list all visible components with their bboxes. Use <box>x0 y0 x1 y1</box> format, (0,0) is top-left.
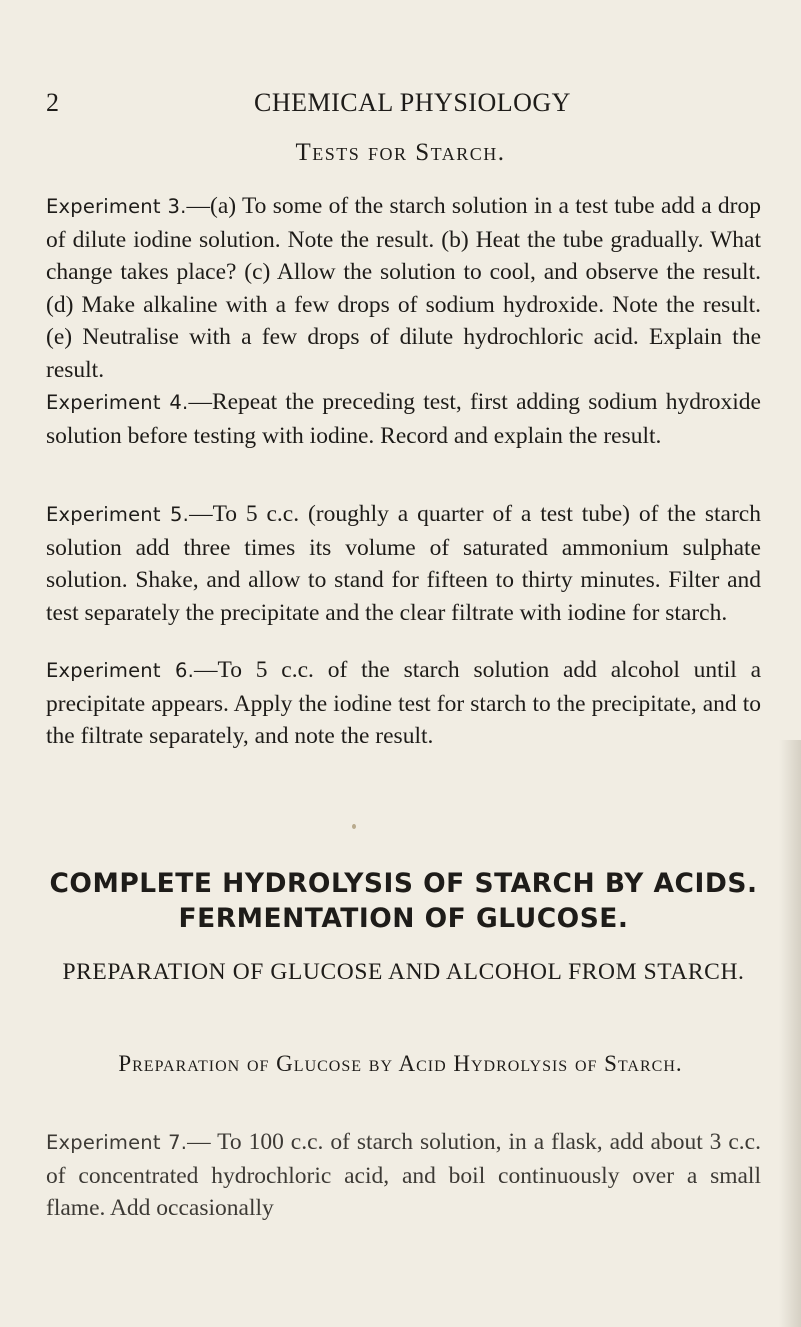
experiment-6-block <box>46 654 761 753</box>
experiments-3-4-block <box>46 190 761 452</box>
page-number: 2 <box>46 88 60 117</box>
experiment-4-paragraph <box>46 386 761 452</box>
section-heading-preparation-of-glucose: Preparation of Glucose by Acid Hydrolysis of Starch. <box>118 1051 683 1076</box>
experiment-6-paragraph <box>46 654 761 753</box>
experiment-3-label: Experiment 3. <box>46 195 187 218</box>
experiment-7-block <box>46 1126 761 1225</box>
experiment-5-block <box>46 498 761 629</box>
running-head-title: CHEMICAL PHYSIOLOGY <box>254 88 571 117</box>
experiment-6-text: —To 5 c.c. of the starch solution add alcohol until a precipitate appears. Apply the iodine test for starch to the precipitate, and to the filtrate separately, and note the result. <box>46 657 761 749</box>
page-edge-shadow <box>779 740 801 1327</box>
chapter-subheading: PREPARATION OF GLUCOSE AND ALCOHOL FROM STARCH. <box>62 959 745 985</box>
experiment-4-label: Experiment 4. <box>46 391 189 414</box>
ink-speck <box>352 824 356 829</box>
experiment-6-label: Experiment 6. <box>46 659 194 682</box>
experiment-4-text: —Repeat the preceding test, first adding sodium hydroxide solution before testing with iodine. Record and explain the result. <box>46 389 761 449</box>
chapter-heading: COMPLETE HYDROLYSIS OF STARCH BY ACIDS. FERMENTATION OF GLUCOSE. <box>49 868 758 934</box>
experiment-5-label: Experiment 5. <box>46 503 190 526</box>
experiment-7-label: Experiment 7. <box>46 1131 188 1154</box>
experiment-7-text: — To 100 c.c. of starch solution, in a flask, add about 3 c.c. of concentrated hydrochloric acid, and boil continuously over a small flame. Add occasionally <box>46 1129 761 1221</box>
section-heading-tests-for-starch: Tests for Starch. <box>295 139 506 166</box>
experiment-7-paragraph <box>46 1126 761 1225</box>
experiment-5-paragraph <box>46 498 761 629</box>
experiment-3-text: —(a) To some of the starch solution in a test tube add a drop of dilute iodine solution. Note the result. (b) Heat the tube gradually. What change takes place? (c) Allow the solution to cool, and observe the result. (d) Make alkaline with a few drops of sodium hydroxide. Note the result. (e) Neutralise with a few drops of dilute hydrochloric acid. Explain the result. <box>46 193 761 383</box>
experiment-3-paragraph <box>46 190 761 386</box>
experiment-5-text: —To 5 c.c. (roughly a quarter of a test tube) of the starch solution add three times its volume of saturated ammonium sulphate solution. Shake, and allow to stand for fifteen to thirty minutes. Filter and test separately the precipitate and the clear filtrate with iodine for starch. <box>46 501 761 626</box>
running-head <box>0 88 801 122</box>
